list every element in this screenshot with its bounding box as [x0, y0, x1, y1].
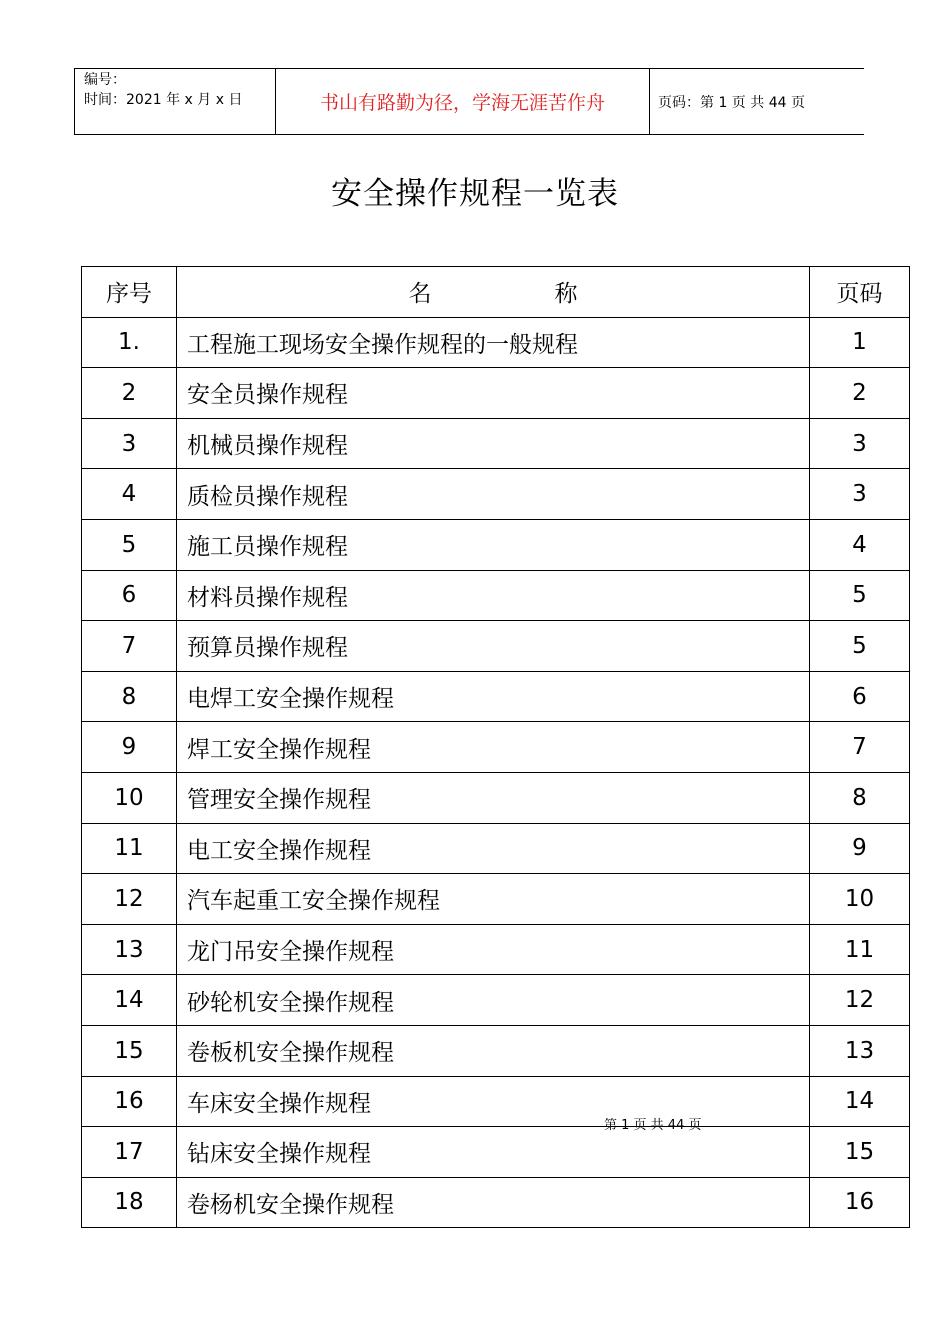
table-row: [82, 1177, 910, 1228]
row-page: 3: [810, 469, 910, 520]
row-page: 14: [810, 1076, 910, 1127]
row-page: 5: [810, 621, 910, 672]
table-row: [82, 975, 910, 1026]
row-page: 12: [810, 975, 910, 1026]
row-page: 8: [810, 772, 910, 823]
row-name: 汽车起重工安全操作规程: [177, 874, 810, 925]
row-page: 13: [810, 1025, 910, 1076]
row-name: 施工员操作规程: [177, 519, 810, 570]
table-row: [82, 368, 910, 419]
row-name: 卷杨机安全操作规程: [177, 1177, 810, 1228]
row-name: 砂轮机安全操作规程: [177, 975, 810, 1026]
toc-table: [81, 266, 910, 1228]
row-page: 15: [810, 1127, 910, 1178]
row-page: 1: [810, 317, 910, 368]
row-number: 13: [82, 924, 177, 975]
table-row: [82, 418, 910, 469]
document-title: 安全操作规程一览表: [331, 176, 619, 212]
table-row: [82, 823, 910, 874]
header-motto: 书山有路勤为径，学海无涯苦作舟: [276, 69, 650, 134]
table-row: [82, 469, 910, 520]
serial-label: 编号：: [84, 72, 126, 88]
row-number: 17: [82, 1127, 177, 1178]
row-number: 16: [82, 1076, 177, 1127]
table-row: [82, 924, 910, 975]
col-name-header-part1: 名: [408, 281, 432, 308]
header-page-info: 页码：第 1 页 共 44 页: [658, 94, 805, 111]
table-row: [82, 874, 910, 925]
row-name: 卷板机安全操作规程: [177, 1025, 810, 1076]
row-page: 2: [810, 368, 910, 419]
row-name: 机械员操作规程: [177, 418, 810, 469]
row-name: 电工安全操作规程: [177, 823, 810, 874]
row-page: 3: [810, 418, 910, 469]
row-page: 9: [810, 823, 910, 874]
row-number: 11: [82, 823, 177, 874]
table-row: [82, 1076, 910, 1127]
page-footer: 第 1 页 共 44 页: [604, 1118, 702, 1133]
table-row: [82, 671, 910, 722]
row-number: 5: [82, 519, 177, 570]
table-row: [82, 1127, 910, 1178]
row-page: 4: [810, 519, 910, 570]
table-row: [82, 317, 910, 368]
col-page-header: 页码: [810, 267, 910, 318]
row-number: 8: [82, 671, 177, 722]
table-header-row: [82, 267, 910, 318]
row-name: 安全员操作规程: [177, 368, 810, 419]
row-name: 质检员操作规程: [177, 469, 810, 520]
row-name: 焊工安全操作规程: [177, 722, 810, 773]
date-label: 时间：2021 年 x 月 x 日: [84, 92, 243, 108]
row-page: 6: [810, 671, 910, 722]
row-page: 10: [810, 874, 910, 925]
row-number: 6: [82, 570, 177, 621]
page-header: [74, 68, 864, 135]
row-name: 材料员操作规程: [177, 570, 810, 621]
row-number: 4: [82, 469, 177, 520]
row-number: 10: [82, 772, 177, 823]
row-page: 11: [810, 924, 910, 975]
table-row: [82, 772, 910, 823]
row-name: 预算员操作规程: [177, 621, 810, 672]
row-page: 16: [810, 1177, 910, 1228]
row-name: 工程施工现场安全操作规程的一般规程: [177, 317, 810, 368]
col-no-header: 序号: [82, 267, 177, 318]
table-row: [82, 722, 910, 773]
row-number: 18: [82, 1177, 177, 1228]
row-number: 12: [82, 874, 177, 925]
table-row: [82, 621, 910, 672]
table-row: [82, 519, 910, 570]
row-name: 钻床安全操作规程: [177, 1127, 810, 1178]
row-number: 14: [82, 975, 177, 1026]
table-row: [82, 570, 910, 621]
table-row: [82, 1025, 910, 1076]
row-number: 7: [82, 621, 177, 672]
row-number: 2: [82, 368, 177, 419]
row-number: 15: [82, 1025, 177, 1076]
row-name: 龙门吊安全操作规程: [177, 924, 810, 975]
row-name: 电焊工安全操作规程: [177, 671, 810, 722]
col-name-header: [177, 267, 810, 318]
row-number: 3: [82, 418, 177, 469]
row-page: 5: [810, 570, 910, 621]
row-name: 管理安全操作规程: [177, 772, 810, 823]
row-name: 车床安全操作规程: [177, 1076, 810, 1127]
row-number: 9: [82, 722, 177, 773]
col-name-header-part2: 称: [554, 281, 578, 308]
row-page: 7: [810, 722, 910, 773]
header-meta: [75, 69, 276, 134]
row-number: 1.: [82, 317, 177, 368]
